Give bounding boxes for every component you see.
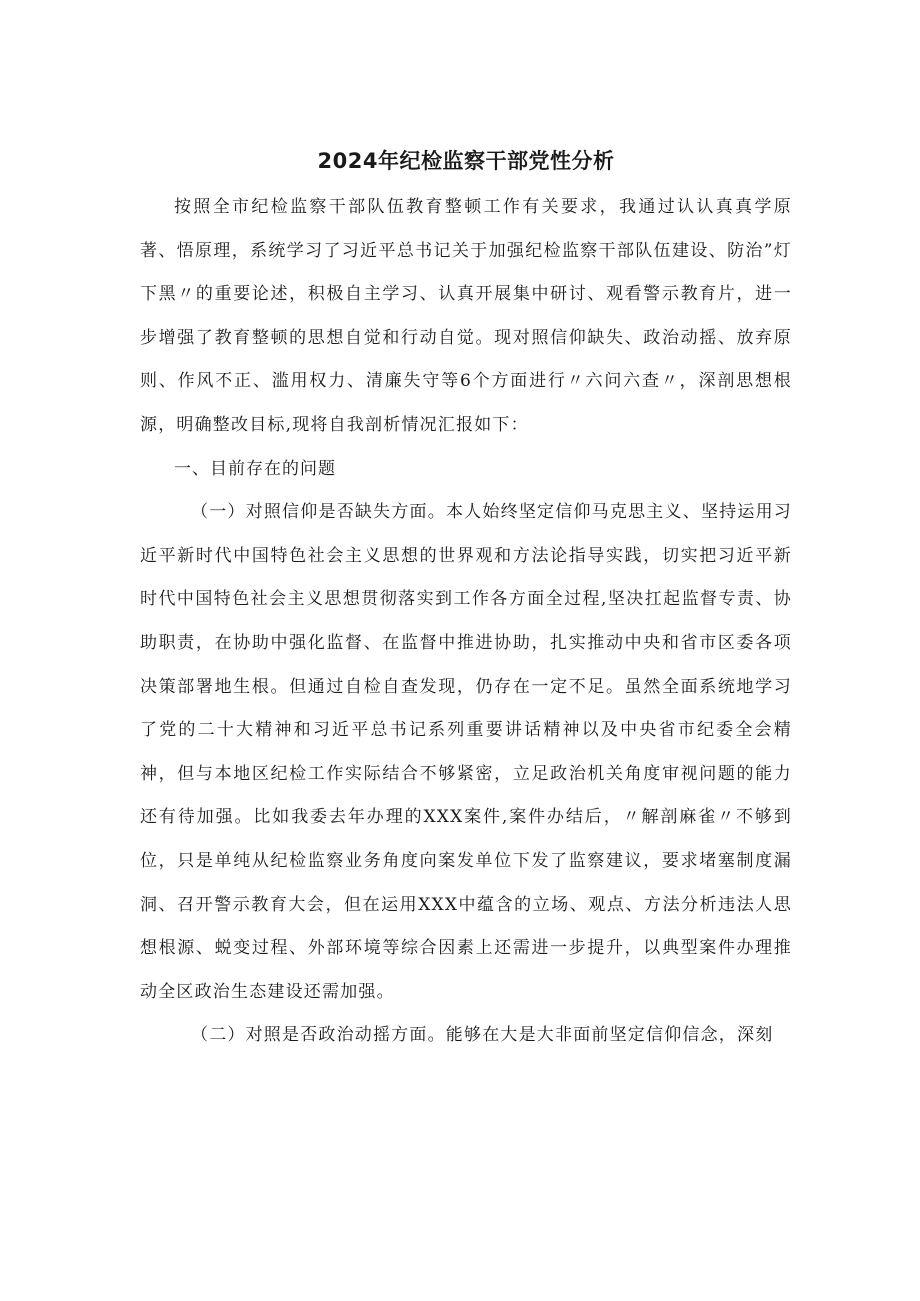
item-political-paragraph: （二）对照是否政治动摇方面。能够在大是大非面前坚定信仰信念，深刻 — [191, 1025, 774, 1046]
item-belief-paragraph: （一）对照信仰是否缺失方面。本人始终坚定信仰马克思主义、坚持运用习近平新时代中国特色社会主义思想的世界观和方法论指导实践，切实把习近平新时代中国特色社会主义思想贯彻落实到工作各方面全过程,坚决扛起监督专责、协助职责，在协助中强化监督、在监督中推进协助，扎实推动中央和省市区委各项决策部署地生根。但通过自检自查发现，仍存在一定不足。虽然全面系统地学习了党的二十大精神和习近平总书记系列重要讲话精神以及中央省市纪委全会精神，但与本地区纪检工作实际结合不够紧密，立足政治机关角度审视问题的能力还有待加强。比如我委去年办理的XXX案件,案件办结后，〃解剖麻雀〃不够到位，只是单纯从纪检监察业务角度向案发单位下发了监察建议，要求堵塞制度漏洞、召开警示教育大会，但在运用XXX中蕴含的立场、观点、方法分析违法人思想根源、蜕变过程、外部环境等综合因素上还需进一步提升，以典型案件办理推动全区政治生态建设还需加强。 — [140, 502, 792, 1002]
section-heading-problems: 一、目前存在的问题 — [174, 458, 336, 479]
document-title: 2024年纪检监察干部党性分析 — [317, 149, 615, 173]
intro-paragraph: 按照全市纪检监察干部队伍教育整顿工作有关要求，我通过认认真真学原著、悟原理，系统学习了习近平总书记关于加强纪检监察干部队伍建设、防治”灯下黑〃的重要论述，积极自主学习、认真开展集中研讨、观看警示教育片，进一步增强了教育整顿的思想自觉和行动自觉。现对照信仰缺失、政治动摇、放弃原则、作风不正、滥用权力、清廉失守等6个方面进行〃六问六查〃，深剖思想根源，明确整改目标,现将自我剖析情况汇报如下： — [140, 197, 792, 435]
